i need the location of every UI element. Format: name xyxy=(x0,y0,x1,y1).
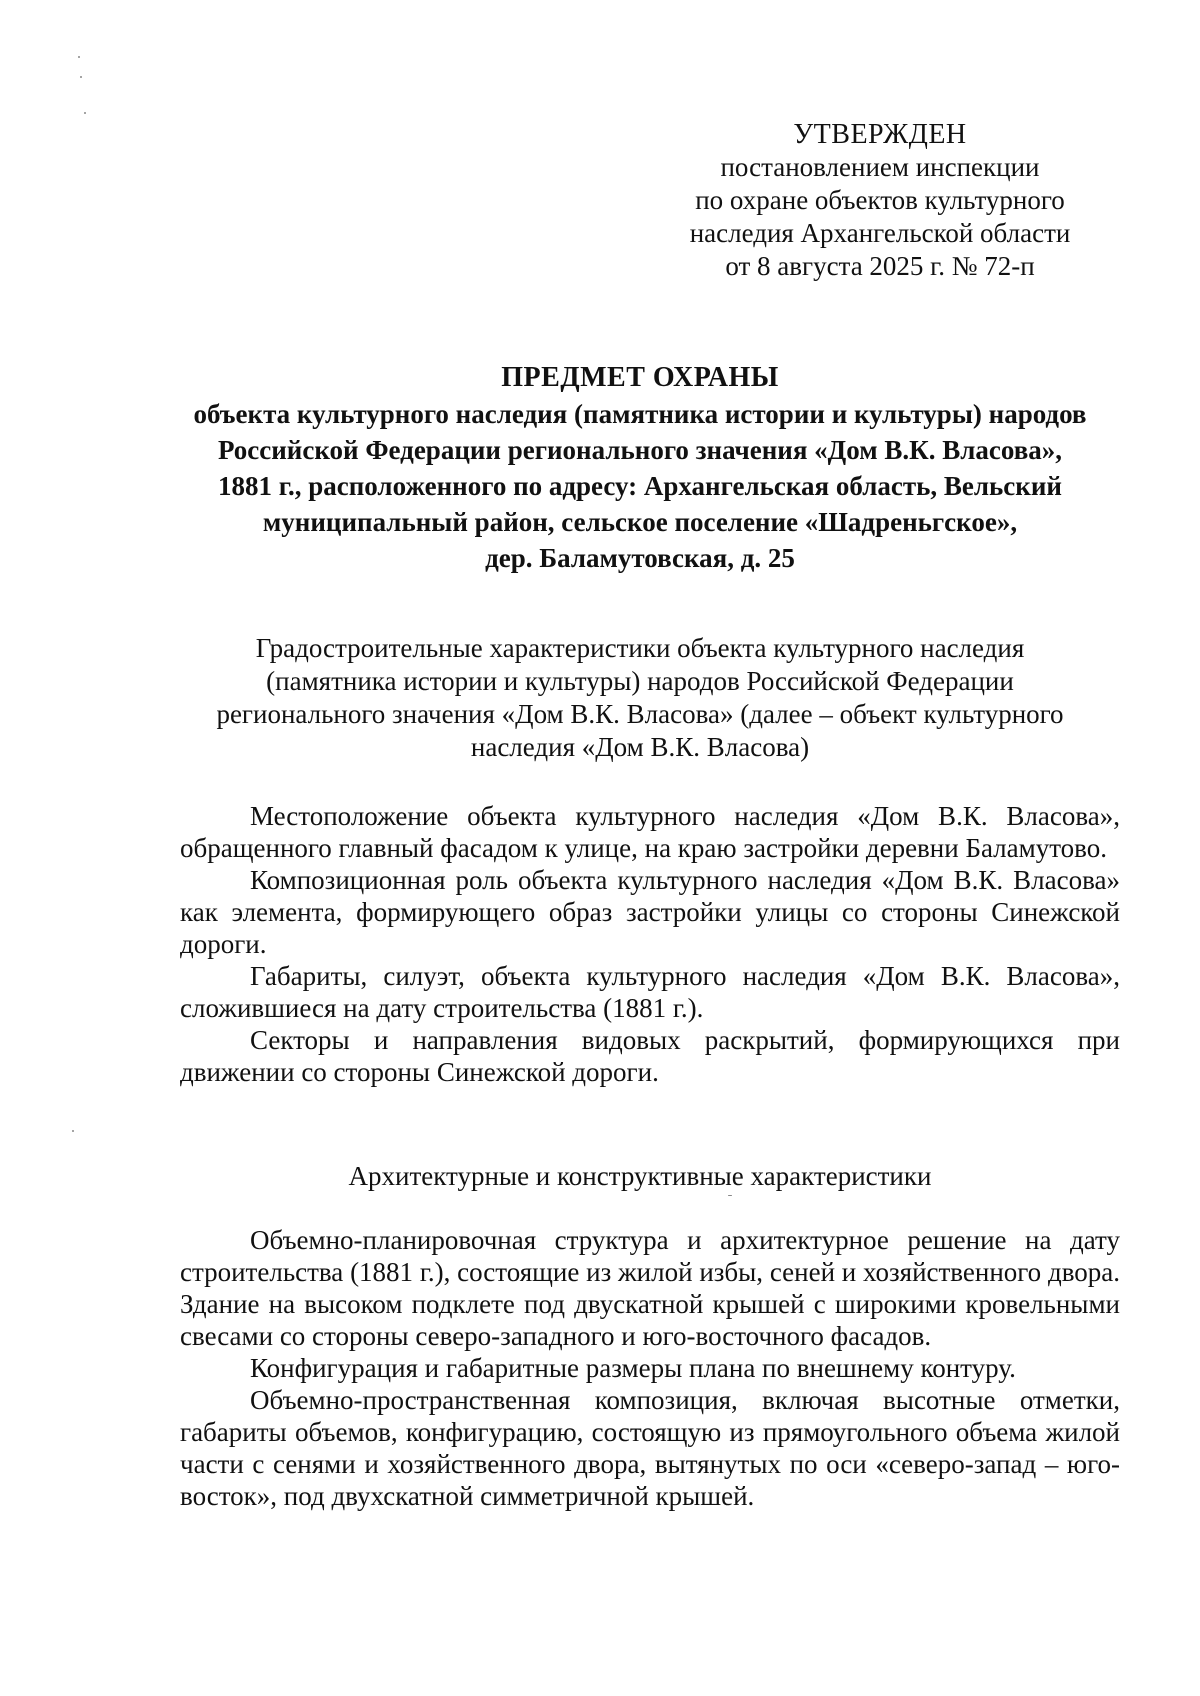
scan-speck xyxy=(78,56,80,58)
approval-line: от 8 августа 2025 г. № 72-п xyxy=(725,251,1035,281)
approval-line: постановлением инспекции xyxy=(720,152,1040,182)
urban-section-heading xyxy=(160,632,1120,764)
approval-line: наследия Архангельской области xyxy=(689,218,1071,248)
paragraph: Объемно-планировочная структура и архитектурное решение на дату строительства (1881 г.), состоящие из жилой избы, сеней и хозяйственного двора. Здание на высоком подклете под двускатной крышей с широкими кровельными свесами со стороны северо-западного и юго-восточного фасадов. xyxy=(180,1225,1120,1351)
title-line: объекта культурного наследия (памятника истории и культуры) народов xyxy=(193,399,1087,429)
main-title: ПРЕДМЕТ ОХРАНЫ xyxy=(501,362,779,393)
scan-speck xyxy=(80,76,82,78)
heading-line: регионального значения «Дом В.К. Власова» (далее – объект культурного xyxy=(216,699,1064,729)
title-line: Российской Федерации регионального значения «Дом В.К. Власова», xyxy=(217,435,1063,465)
urban-paragraphs xyxy=(180,800,1120,1088)
title-line: 1881 г., расположенного по адресу: Архангельская область, Вельский xyxy=(218,471,1062,501)
architecture-section-heading: Архитектурные и конструктивные характеристики xyxy=(348,1161,932,1191)
paragraph: Объемно-пространственная композиция, включая высотные отметки, габариты объемов, конфигурацию, состоящую из прямоугольного объема жилой части с сенями и хозяйственного двора, вытянутых по оси «северо-запад – юго-восток», под двухскатной симметричной крышей. xyxy=(180,1385,1120,1511)
scan-speck xyxy=(728,1195,732,1196)
title-line: муниципальный район, сельское поселение «Шадреньгское», xyxy=(262,507,1018,537)
document-title xyxy=(160,360,1120,576)
heading-line: (памятника истории и культуры) народов Российской Федерации xyxy=(266,666,1014,696)
architecture-paragraphs xyxy=(180,1224,1120,1512)
paragraph: Композиционная роль объекта культурного наследия «Дом В.К. Власова» как элемента, формирующего образ застройки улицы со стороны Синежской дороги. xyxy=(180,865,1120,959)
approval-line: по охране объектов культурного xyxy=(695,185,1065,215)
paragraph: Местоположение объекта культурного наследия «Дом В.К. Власова», обращенного главный фасадом к улице, на краю застройки деревни Баламутово. xyxy=(180,801,1120,863)
title-line: дер. Баламутовская, д. 25 xyxy=(485,543,795,573)
paragraph: Секторы и направления видовых раскрытий, формирующихся при движении со стороны Синежской дороги. xyxy=(180,1025,1120,1087)
approval-heading: УТВЕРЖДЕН xyxy=(793,119,967,150)
heading-line: Градостроительные характеристики объекта культурного наследия xyxy=(255,633,1025,663)
approval-block xyxy=(670,118,1090,283)
paragraph: Габариты, силуэт, объекта культурного наследия «Дом В.К. Власова», сложившиеся на дату строительства (1881 г.). xyxy=(180,961,1120,1023)
paragraph: Конфигурация и габаритные размеры плана по внешнему контуру. xyxy=(250,1353,1016,1383)
heading-line: наследия «Дом В.К. Власова) xyxy=(470,732,810,762)
scan-speck xyxy=(72,1130,74,1132)
scan-speck xyxy=(84,112,86,114)
